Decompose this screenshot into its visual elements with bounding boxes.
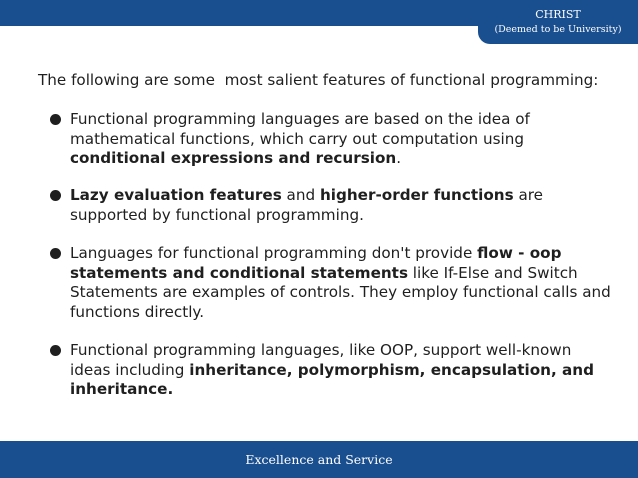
bullet-part: Functional programming languages are based on the idea of mathematical functions, which carry out computation using xyxy=(70,110,530,148)
bullet-part: are supported by functional programming. xyxy=(70,186,544,224)
bullet-bold-part: Lazy evaluation features xyxy=(70,186,282,204)
bullet-bold-part: inheritance, polymorphism, encapsulation, and inheritance. xyxy=(70,360,594,398)
brand-title: CHRIST xyxy=(535,8,581,21)
bullet-bold-part: flow - oop statements and conditional statements xyxy=(70,244,562,282)
footer-text: Excellence and Service xyxy=(245,452,393,467)
bullet-text xyxy=(70,110,615,169)
bullet-icon xyxy=(50,345,61,356)
bullet-text xyxy=(70,244,615,322)
bullet-icon xyxy=(50,190,61,201)
bullet-part: like If-Else and Switch Statements are examples of controls. They employ functional calls and functions directly. xyxy=(70,263,611,321)
intro-text: The following are some most salient features of functional programming: xyxy=(38,71,599,89)
bullet-icon xyxy=(50,248,61,259)
bullet-bold-part: higher-order functions xyxy=(319,186,514,204)
bullet-text xyxy=(70,341,615,400)
header-brand-tab xyxy=(478,0,638,44)
bullet-part: . xyxy=(396,149,402,167)
bullet-bold-part: conditional expressions and recursion xyxy=(70,149,397,167)
bullet-part: and xyxy=(281,186,320,204)
bullet-part: Functional programming languages, like OOP, support well-known ideas including xyxy=(70,341,572,379)
bullet-part: Languages for functional programming don't provide xyxy=(70,244,478,262)
bullet-icon xyxy=(50,114,61,125)
brand-subtitle: (Deemed to be University) xyxy=(494,24,622,35)
bullet-text xyxy=(70,186,615,225)
